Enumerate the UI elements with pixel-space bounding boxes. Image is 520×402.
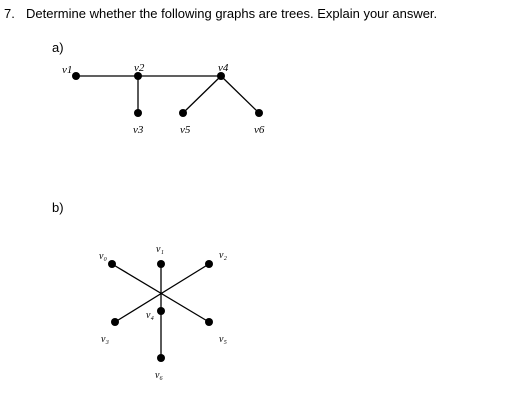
label-v4: v₄ [146, 310, 154, 321]
label-v6: v₆ [155, 370, 163, 381]
label-v4: v4 [218, 62, 229, 74]
question-prompt: Determine whether the following graphs are trees. Explain your answer. [26, 6, 438, 21]
vertex-v3 [111, 318, 119, 326]
graph-a [76, 76, 259, 113]
vertex-v2 [205, 260, 213, 268]
label-v1: v1 [62, 64, 73, 76]
label-v3: v₃ [101, 334, 109, 345]
edge-v4-v6 [221, 76, 259, 113]
label-v3: v3 [133, 124, 144, 136]
label-v5: v₅ [219, 334, 227, 345]
vertex-v4 [157, 307, 165, 315]
part-b-label: b) [52, 200, 64, 215]
vertex-v6 [157, 354, 165, 362]
label-v6: v6 [254, 124, 265, 136]
vertex-v3 [134, 109, 142, 117]
vertex-v5 [205, 318, 213, 326]
edge-v4-v5 [183, 76, 221, 113]
label-v2: v2 [134, 62, 145, 74]
question-number: 7. [4, 6, 15, 21]
label-v1: v₁ [156, 244, 164, 255]
vertex-v6 [255, 109, 263, 117]
vertex-v1 [157, 260, 165, 268]
label-v2: v₂ [219, 250, 227, 261]
vertex-v5 [179, 109, 187, 117]
label-v0: v₀ [99, 251, 107, 262]
vertex-v1 [72, 72, 80, 80]
vertex-v0 [108, 260, 116, 268]
label-v5: v5 [180, 124, 191, 136]
part-a-label: a) [52, 40, 64, 55]
